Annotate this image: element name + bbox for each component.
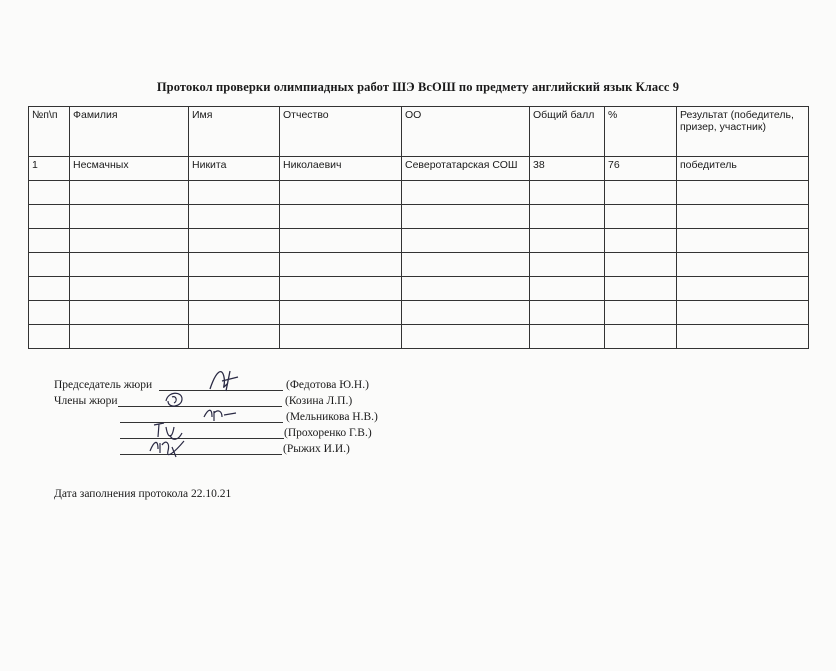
cell-total-score: 38 xyxy=(530,157,605,181)
cell-school: Северотатарская СОШ xyxy=(402,157,530,181)
handwritten-signature xyxy=(200,403,240,425)
results-table xyxy=(28,106,809,349)
table-header-row xyxy=(29,107,809,157)
handwritten-signature xyxy=(146,433,188,461)
empty-row xyxy=(29,325,809,349)
header-school: ОО xyxy=(402,107,530,157)
members-label: Члены жюри xyxy=(54,395,118,407)
cell-num: 1 xyxy=(29,157,70,181)
member-name: (Козина Л.П.) xyxy=(285,395,353,407)
empty-row xyxy=(29,253,809,277)
empty-row xyxy=(29,181,809,205)
header-last-name: Фамилия xyxy=(70,107,189,157)
empty-row xyxy=(29,277,809,301)
chair-name: (Федотова Ю.Н.) xyxy=(286,379,369,391)
handwritten-signature xyxy=(204,365,244,395)
header-patronymic: Отчество xyxy=(280,107,402,157)
header-total-score: Общий балл xyxy=(530,107,605,157)
cell-last-name: Несмачных xyxy=(70,157,189,181)
protocol-date: Дата заполнения протокола 22.10.21 xyxy=(54,488,232,500)
cell-patronymic: Николаевич xyxy=(280,157,402,181)
header-first-name: Имя xyxy=(189,107,280,157)
member-name: (Прохоренко Г.В.) xyxy=(284,427,372,439)
empty-row xyxy=(29,205,809,229)
header-percent: % xyxy=(605,107,677,157)
cell-percent: 76 xyxy=(605,157,677,181)
member-name: (Рыжих И.И.) xyxy=(283,443,350,455)
chair-label: Председатель жюри xyxy=(54,379,153,391)
member-name: (Мельникова Н.В.) xyxy=(286,411,378,423)
signature-line xyxy=(120,441,282,455)
empty-row xyxy=(29,229,809,253)
handwritten-signature xyxy=(162,389,188,411)
empty-row xyxy=(29,301,809,325)
cell-result: победитель xyxy=(677,157,809,181)
header-result: Результат (победитель, призер, участник) xyxy=(677,107,809,157)
protocol-title: Протокол проверки олимпиадных работ ШЭ ВсОШ по предмету английский язык Класс 9 xyxy=(156,80,680,94)
header-num: №п\п xyxy=(29,107,70,157)
table-row xyxy=(29,157,809,181)
cell-first-name: Никита xyxy=(189,157,280,181)
signature-line xyxy=(120,425,284,439)
